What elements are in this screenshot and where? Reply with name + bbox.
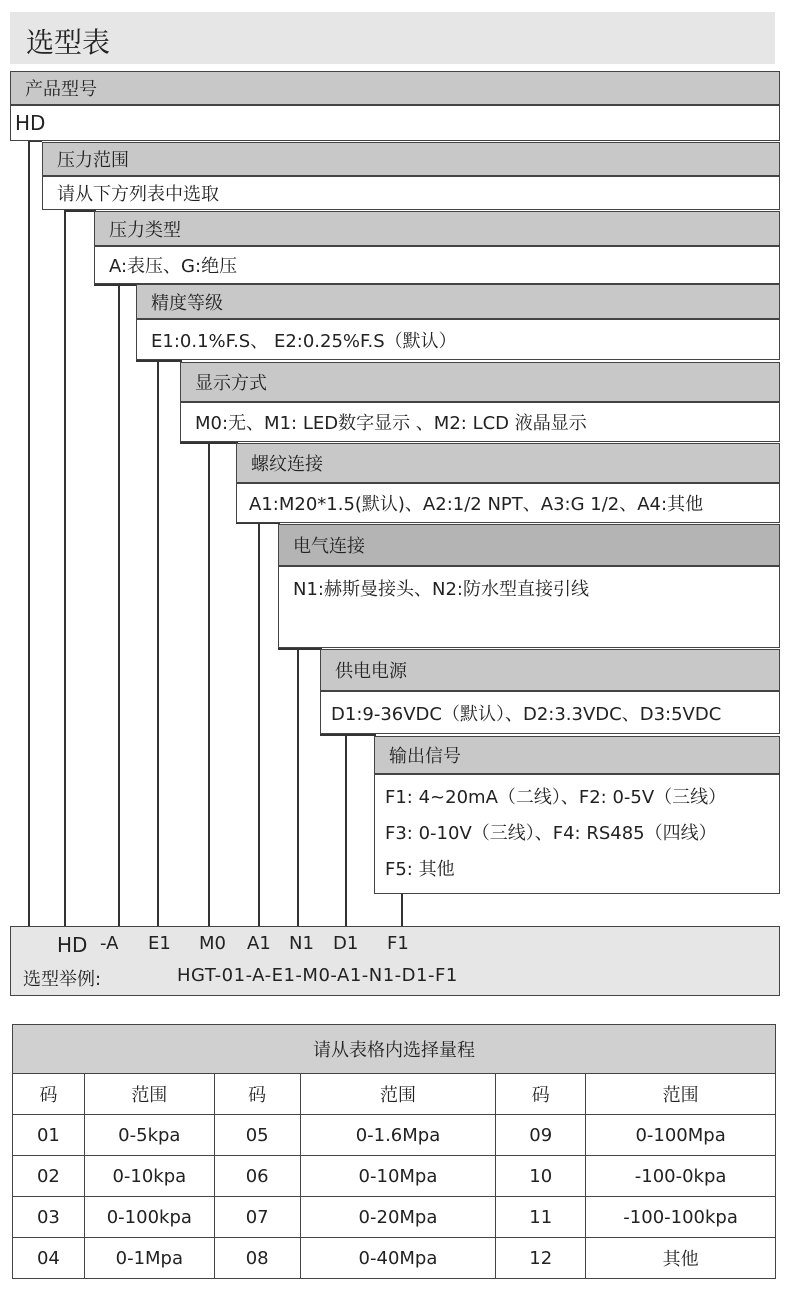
pressure-range-value: 请从下方列表中选取 xyxy=(42,176,780,210)
table-cell: 0-40Mpa xyxy=(300,1238,496,1279)
table-cell: 05 xyxy=(214,1115,300,1156)
join-line xyxy=(94,284,136,286)
table-cell: 11 xyxy=(496,1197,586,1238)
connector-line-thread xyxy=(258,522,260,926)
column-header: 码 xyxy=(214,1074,300,1115)
join-line xyxy=(278,648,320,650)
connector-line-electrical xyxy=(297,648,299,926)
connector-line-range xyxy=(64,210,66,926)
table-cell: 03 xyxy=(13,1197,85,1238)
connector-line-model xyxy=(28,140,30,926)
electrical-value: N1:赫斯曼接头、N2:防水型直接引线 xyxy=(278,566,780,648)
table-cell: 02 xyxy=(13,1156,85,1197)
example-code: D1 xyxy=(333,933,359,954)
output-line: F5: 其他 xyxy=(385,859,455,880)
range-table-header-row xyxy=(13,1074,776,1115)
example-code: F1 xyxy=(387,933,409,954)
join-line xyxy=(64,210,94,212)
thread-value: A1:M20*1.5(默认)、A2:1/2 NPT、A3:G 1/2、A4:其他 xyxy=(236,483,780,523)
table-row xyxy=(13,1156,776,1197)
column-header: 码 xyxy=(13,1074,85,1115)
pressure-type-header: 压力类型 xyxy=(94,211,780,246)
electrical-header: 电气连接 xyxy=(278,524,780,566)
column-header: 范围 xyxy=(84,1074,214,1115)
pressure-range-header: 压力范围 xyxy=(42,142,780,176)
table-row xyxy=(13,1115,776,1156)
table-cell: 0-100kpa xyxy=(84,1197,214,1238)
example-box xyxy=(10,926,780,996)
table-cell: 10 xyxy=(496,1156,586,1197)
table-cell: 0-10Mpa xyxy=(300,1156,496,1197)
example-code: HD xyxy=(57,933,88,957)
example-value: HGT-01-A-E1-M0-A1-N1-D1-F1 xyxy=(177,965,458,986)
title-bar xyxy=(10,12,775,64)
accuracy-value: E1:0.1%F.S、 E2:0.25%F.S（默认） xyxy=(136,319,780,360)
range-table xyxy=(12,1024,776,1279)
column-header: 码 xyxy=(496,1074,586,1115)
table-cell: 07 xyxy=(214,1197,300,1238)
table-row xyxy=(13,1238,776,1279)
range-table-caption: 请从表格内选择量程 xyxy=(13,1025,776,1074)
table-row xyxy=(13,1197,776,1238)
example-code: E1 xyxy=(148,933,171,954)
display-header: 显示方式 xyxy=(180,362,780,402)
column-header: 范围 xyxy=(586,1074,776,1115)
power-value: D1:9-36VDC（默认）、D2:3.3VDC、D3:5VDC xyxy=(320,691,780,734)
connector-line-display xyxy=(208,442,210,926)
table-cell: -100-100kpa xyxy=(586,1197,776,1238)
table-cell: 0-5kpa xyxy=(84,1115,214,1156)
connector-line-type xyxy=(118,284,120,926)
output-value xyxy=(374,774,780,894)
table-cell: 0-1Mpa xyxy=(84,1238,214,1279)
join-line xyxy=(320,734,374,736)
example-label: 选型举例: xyxy=(23,969,102,990)
connector-line-output xyxy=(401,894,403,926)
table-cell: 其他 xyxy=(586,1238,776,1279)
pressure-type-value: A:表压、G:绝压 xyxy=(94,246,780,284)
example-code: -A xyxy=(100,933,119,954)
join-line xyxy=(136,360,180,362)
accuracy-header: 精度等级 xyxy=(136,284,780,319)
column-header: 范围 xyxy=(300,1074,496,1115)
output-line: F1: 4~20mA（二线）、F2: 0-5V（三线） xyxy=(385,787,727,808)
page-title: 选型表 xyxy=(26,26,111,59)
table-cell: 04 xyxy=(13,1238,85,1279)
example-code: A1 xyxy=(247,933,271,954)
table-cell: 12 xyxy=(496,1238,586,1279)
table-cell: 0-10kpa xyxy=(84,1156,214,1197)
join-line xyxy=(180,442,236,444)
example-code: M0 xyxy=(199,933,226,954)
example-code: N1 xyxy=(289,933,314,954)
thread-header: 螺纹连接 xyxy=(236,443,780,483)
output-line: F3: 0-10V（三线）、F4: RS485（四线） xyxy=(385,823,717,844)
table-cell: 09 xyxy=(496,1115,586,1156)
model-header: 产品型号 xyxy=(10,71,780,105)
table-cell: 01 xyxy=(13,1115,85,1156)
model-value: HD xyxy=(10,105,780,141)
display-value: M0:无、M1: LED数字显示 、M2: LCD 液晶显示 xyxy=(180,402,780,442)
table-cell: -100-0kpa xyxy=(586,1156,776,1197)
table-cell: 06 xyxy=(214,1156,300,1197)
power-header: 供电电源 xyxy=(320,649,780,691)
table-cell: 0-20Mpa xyxy=(300,1197,496,1238)
output-header: 输出信号 xyxy=(374,736,780,774)
table-cell: 0-1.6Mpa xyxy=(300,1115,496,1156)
connector-line-accuracy xyxy=(157,360,159,926)
table-cell: 0-100Mpa xyxy=(586,1115,776,1156)
table-cell: 08 xyxy=(214,1238,300,1279)
connector-line-power xyxy=(345,734,347,926)
